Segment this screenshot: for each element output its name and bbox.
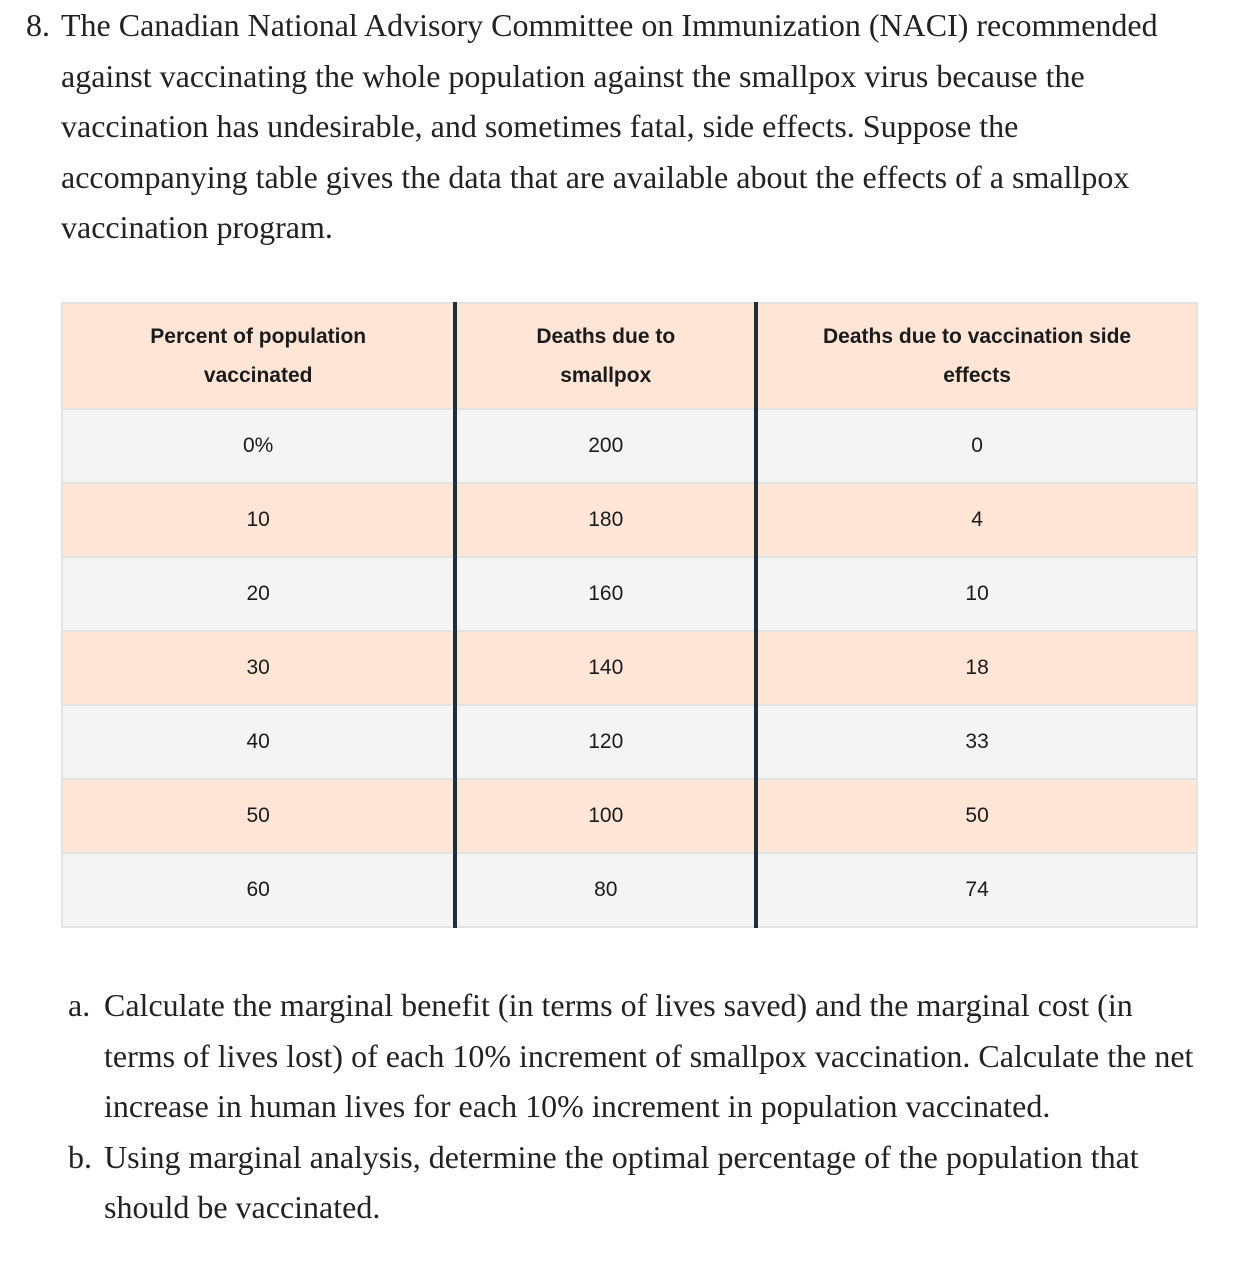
cell-side-effect-deaths: 18 [756, 631, 1197, 705]
vaccination-data-table [61, 302, 1198, 928]
part-label: a. [68, 987, 91, 1023]
table-row [62, 409, 1197, 483]
cell-smallpox-deaths: 80 [455, 853, 756, 927]
cell-percent: 40 [62, 705, 455, 779]
table-row [62, 483, 1197, 557]
cell-side-effect-deaths: 4 [756, 483, 1197, 557]
table-row [62, 853, 1197, 927]
cell-percent: 50 [62, 779, 455, 853]
question-number: 8. [26, 7, 50, 43]
part-a [68, 980, 1208, 1132]
table-row [62, 557, 1197, 631]
question-parts [68, 980, 1208, 1233]
cell-side-effect-deaths: 74 [756, 853, 1197, 927]
cell-smallpox-deaths: 180 [455, 483, 756, 557]
part-b [68, 1132, 1208, 1233]
table-row [62, 705, 1197, 779]
cell-side-effect-deaths: 33 [756, 705, 1197, 779]
cell-smallpox-deaths: 100 [455, 779, 756, 853]
cell-percent: 0% [62, 409, 455, 483]
header-percent-vaccinated: Percent of population vaccinated [62, 303, 455, 409]
cell-side-effect-deaths: 0 [756, 409, 1197, 483]
table-header-row [62, 303, 1197, 409]
cell-percent: 10 [62, 483, 455, 557]
header-deaths-smallpox: Deaths due to smallpox [455, 303, 756, 409]
table-row [62, 631, 1197, 705]
cell-smallpox-deaths: 140 [455, 631, 756, 705]
part-text: Calculate the marginal benefit (in terms of lives saved) and the marginal cost (in terms of lives lost) of each 10% increment of smallpox vaccination. Calculate the net increase in human lives for each 10% increment in population vaccinated. [104, 987, 1194, 1124]
cell-smallpox-deaths: 120 [455, 705, 756, 779]
cell-percent: 30 [62, 631, 455, 705]
question-text: The Canadian National Advisory Committee on Immunization (NACI) recommended against vaccinating the whole population against the smallpox virus because the vaccination has undesirable, and sometimes fatal, side effects. Suppose the accompanying table gives the data that are available about the effects of a smallpox vaccination program. [61, 7, 1158, 245]
cell-smallpox-deaths: 160 [455, 557, 756, 631]
part-text: Using marginal analysis, determine the optimal percentage of the population that should be vaccinated. [104, 1138, 1139, 1225]
header-deaths-side-effects: Deaths due to vaccination side effects [756, 303, 1197, 409]
cell-side-effect-deaths: 50 [756, 779, 1197, 853]
table-row [62, 779, 1197, 853]
part-label: b. [68, 1138, 92, 1175]
cell-smallpox-deaths: 200 [455, 409, 756, 483]
cell-side-effect-deaths: 10 [756, 557, 1197, 631]
question-8 [26, 0, 1206, 253]
cell-percent: 60 [62, 853, 455, 927]
cell-percent: 20 [62, 557, 455, 631]
